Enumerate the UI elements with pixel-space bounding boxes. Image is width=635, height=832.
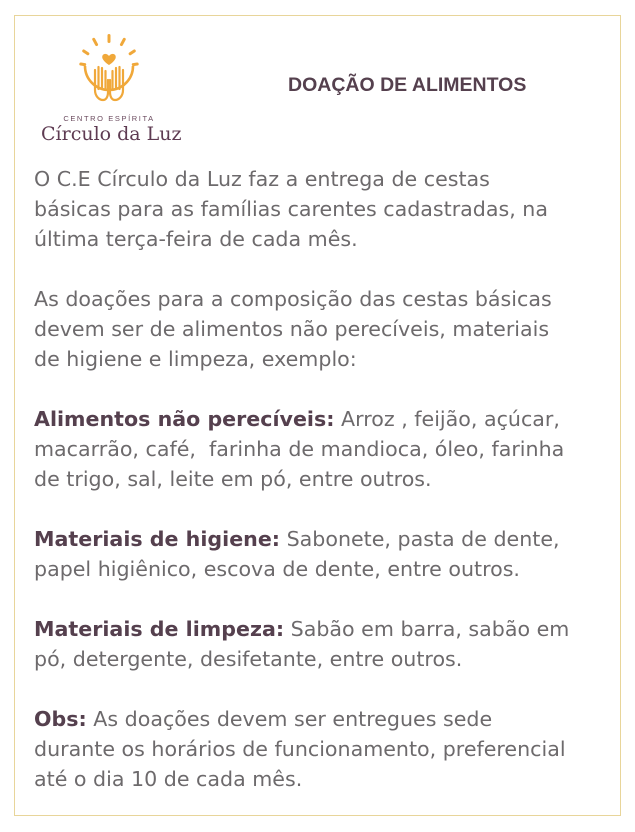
text-line: básicas para as famílias carentes cadastradas, na <box>34 197 548 221</box>
paragraph-hygiene <box>34 524 614 584</box>
paragraph-intro <box>34 164 614 254</box>
paragraph-note <box>34 704 614 794</box>
hands-heart-rays-icon <box>77 34 141 110</box>
text-fragment: Sabonete, pasta de dente, <box>280 527 560 551</box>
text-line: de higiene e limpeza, exemplo: <box>34 347 357 371</box>
text-line: até o dia 10 de cada mês. <box>34 767 303 791</box>
label-food: Alimentos não perecíveis: <box>34 407 335 431</box>
article-body <box>34 164 614 794</box>
text-line: de trigo, sal, leite em pó, entre outros. <box>34 467 432 491</box>
paragraph-composition <box>34 284 614 374</box>
label-note: Obs: <box>34 707 87 731</box>
logo <box>41 34 189 146</box>
text-line <box>34 404 614 434</box>
logo-subtitle: CENTRO ESPÍRITA <box>63 114 155 123</box>
paragraph-cleaning <box>34 614 614 674</box>
paragraph-food <box>34 404 614 494</box>
text-line: As doações para a composição das cestas básicas <box>34 287 552 311</box>
text-line: durante os horários de funcionamento, preferencial <box>34 737 566 761</box>
label-cleaning: Materiais de limpeza: <box>34 617 285 641</box>
text-fragment: As doações devem ser entregues sede <box>86 707 493 731</box>
logo-name: Círculo da Luz <box>41 123 182 145</box>
content-card <box>14 15 621 816</box>
text-line: macarrão, café, farinha de mandioca, óleo, farinha <box>34 437 565 461</box>
text-line: O C.E Círculo da Luz faz a entrega de cestas <box>34 167 490 191</box>
text-line: papel higiênico, escova de dente, entre outros. <box>34 557 520 581</box>
text-line: pó, detergente, desifetante, entre outros. <box>34 647 463 671</box>
label-hygiene: Materiais de higiene: <box>34 527 281 551</box>
text-line <box>34 614 614 644</box>
text-line <box>34 524 614 554</box>
page-title: DOAÇÃO DE ALIMENTOS <box>288 74 527 96</box>
text-fragment: Arroz , feijão, açúcar, <box>334 407 560 431</box>
text-line: devem ser de alimentos não perecíveis, materiais <box>34 317 550 341</box>
text-fragment: Sabão em barra, sabão em <box>284 617 570 641</box>
text-line <box>34 704 614 734</box>
text-line: última terça-feira de cada mês. <box>34 227 358 251</box>
